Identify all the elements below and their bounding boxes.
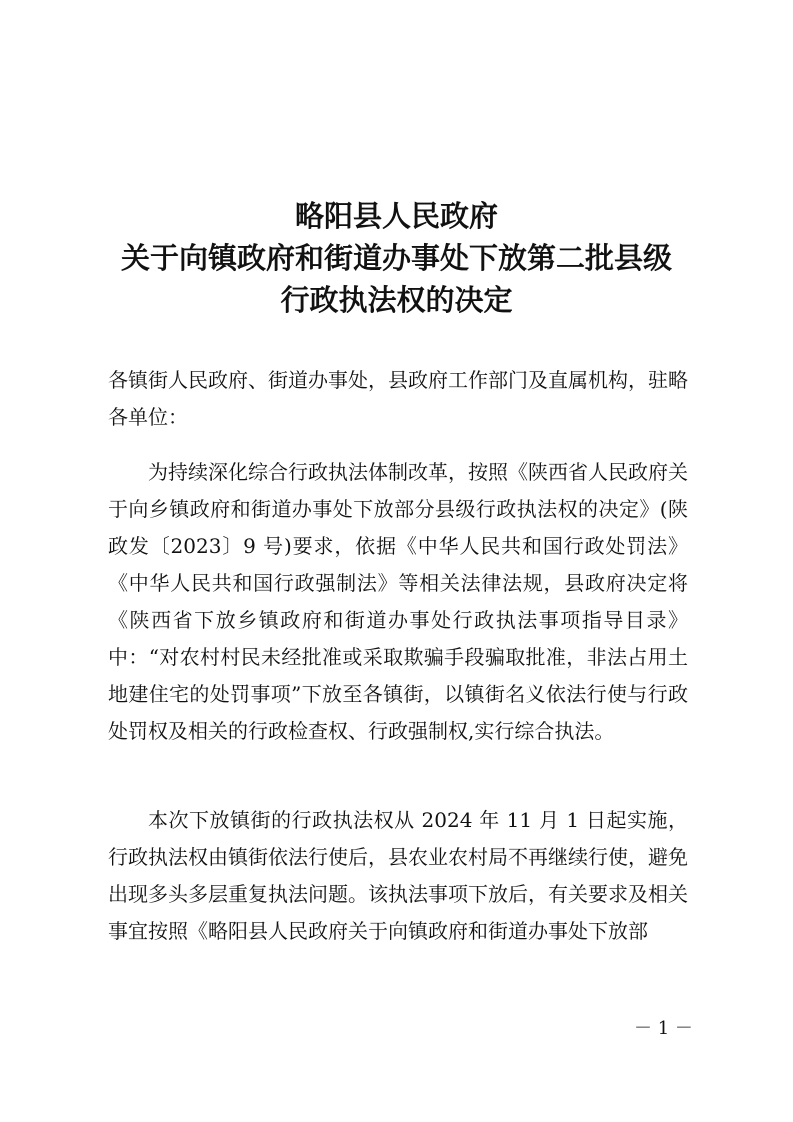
body-paragraph-1: 为持续深化综合行政执法体制改革，按照《陕西省人民政府关于向乡镇政府和街道办事处下放部分县级行政执法权的决定》(陕政发〔2023〕9 号)要求，依据《中华人民共和国行政处罚法》《中华人民共和国行政强制法》等相关法律法规，县政府决定将《陕西省下放乡镇政府和街道办事处行政执法事项指导目录》中：“对农村村民未经批准或采取欺骗手段骗取批准，非法占用土地建住宅的处罚事项”下放至各镇街，以镇街名义依法行使与行政处罚权及相关的行政检查权、行政强制权,实行综合执法。 [108,460,688,743]
document-title-line-2: 关于向镇政府和街道办事处下放第二批县级 [120,241,672,275]
body-paragraph-2: 本次下放镇街的行政执法权从 2024 年 11 月 1 日起实施，行政执法权由镇街依法行使后，县农业农村局不再继续行使，避免出现多头多层重复执法问题。该执法事项下放后，有关要求及相关事宜按照《略阳县人民政府关于向镇政府和街道办事处下放部 [108,808,688,943]
document-title-line-3: 行政执法权的决定 [280,283,513,317]
document-title-line-1: 略阳县人民政府 [294,199,498,233]
addressee: 各镇街人民政府、街道办事处，县政府工作部门及直属机构，驻略各单位： [108,368,688,429]
page-number: － 1 － [634,1018,693,1039]
